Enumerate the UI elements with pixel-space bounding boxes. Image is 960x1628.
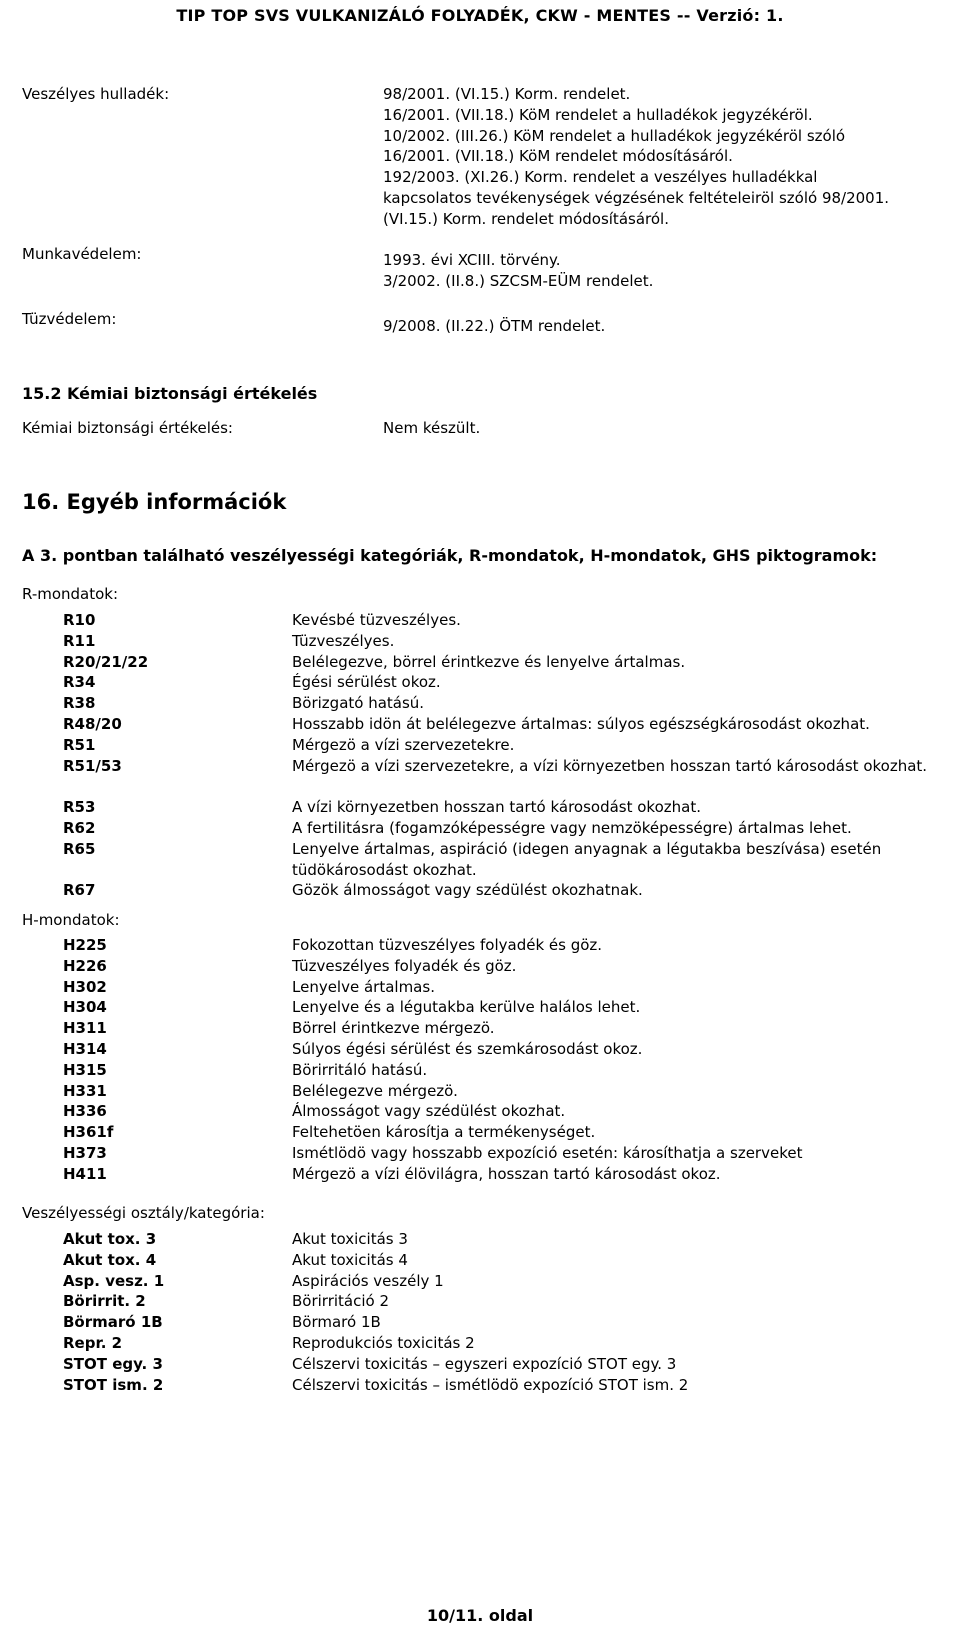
h-phrase-row-code: H373 [63,1144,107,1162]
chemical-safety-label: Kémiai biztonsági értékelés: [22,419,233,437]
r-phrase-row-text: Kevésbé tüzveszélyes. [292,611,461,629]
h-phrase-row-text: Feltehetöen károsítja a termékenységet. [292,1123,596,1142]
r-phrase-row-code: R20/21/22 [63,652,149,671]
hazard-class-row-code: Asp. vesz. 1 [63,1271,165,1290]
chemical-safety-value: Nem készült. [383,419,481,437]
fire-safety-label: Tüzvédelem: [22,310,117,328]
regulation-line: (VI.15.) Korm. rendelet módosításáról. [383,209,669,228]
fire-safety-regulations [383,316,605,337]
hazardous-waste-label: Veszélyes hulladék: [22,85,170,103]
h-phrase-row-text: Álmosságot vagy szédülést okozhat. [292,1102,566,1121]
r-phrase-row-text: Gözök álmosságot vagy szédülést okozhatnak. [292,881,643,900]
hazard-class-row-text: Akut toxicitás 4 [292,1250,408,1269]
r-phrase-row-code: R67 [63,881,96,900]
section-16-subheading: A 3. pontban található veszélyességi kategóriák, R-mondatok, H-mondatok, GHS piktogramok: [22,546,878,565]
h-phrase-row-code: H411 [63,1164,107,1183]
h-phrase-row-code: H336 [63,1102,107,1121]
regulation-line: 9/2008. (II.22.) ÖTM rendelet. [383,317,606,335]
hazard-class-row-code: STOT ism. 2 [63,1375,164,1394]
occupational-safety-regulations [383,250,653,292]
hazard-class-row-code: Börirrit. 2 [63,1292,146,1311]
hazard-class-row-text: Aspirációs veszély 1 [292,1271,444,1290]
occupational-safety-label: Munkavédelem: [22,245,142,263]
h-phrase-row-code: H315 [63,1060,107,1079]
page-number: 10/11. oldal [426,1606,534,1625]
h-phrase-row-code: H331 [63,1081,107,1100]
regulation-line: 192/2003. (XI.26.) Korm. rendelet a veszélyes hulladékkal [383,168,818,187]
section-15-2-heading: 15.2 Kémiai biztonsági értékelés [22,384,318,403]
r-phrase-row-code: R51 [63,735,96,754]
regulation-line: kapcsolatos tevékenységek végzésének feltételeiröl szóló 98/2001. [383,188,890,207]
r-phrase-row-code: R34 [63,673,96,692]
r-phrase-row-text: Hosszabb idön át belélegezve ártalmas: súlyos egészségkárosodást okozhat. [292,715,870,733]
r-phrase-row-text: Égési sérülést okoz. [292,673,441,692]
r-phrase-row-text: A fertilitásra (fogamzóképességre vagy nemzöképességre) ártalmas lehet. [292,819,852,837]
h-phrase-row-text: Ismétlödö vagy hosszabb expozíció esetén: károsíthatja a szerveket [292,1144,803,1162]
document-header: TIP TOP SVS VULKANIZÁLÓ FOLYADÉK, CKW - MENTES -- Verzió: 1. [176,6,784,25]
r-phrase-row-code: R48/20 [63,715,122,733]
h-phrase-row-code: H302 [63,977,107,996]
hazard-class-row-text: Börirritáció 2 [292,1292,390,1311]
hazard-class-row-code: STOT egy. 3 [63,1354,163,1373]
r-phrase-row-text: A vízi környezetben hosszan tartó károsodást okozhat. [292,798,701,817]
r-phrases-label: R-mondatok: [22,585,119,603]
r-phrase-row-code: R53 [63,798,96,817]
r-phrase-row-code: R51/53 [63,756,122,775]
r-phrase-row-text: Börizgató hatású. [292,694,425,713]
r-phrase-row-text: Lenyelve ártalmas, aspiráció (idegen anyagnak a légutakba beszívása) esetén tüdökárosodást okozhat. [292,839,882,879]
h-phrase-row-text: Súlyos égési sérülést és szemkárosodást okoz. [292,1040,643,1058]
hazard-class-row-text: Célszervi toxicitás – ismétlödö expozíció STOT ism. 2 [292,1375,689,1394]
r-phrase-row-code: R65 [63,839,96,858]
h-phrase-row-text: Fokozottan tüzveszélyes folyadék és göz. [292,936,603,954]
h-phrase-row-text: Tüzveszélyes folyadék és göz. [292,956,517,975]
h-phrase-row-code: H225 [63,936,107,954]
regulation-line: 3/2002. (II.8.) SZCSM-EÜM rendelet. [383,271,654,290]
hazard-class-row-code: Akut tox. 4 [63,1250,157,1269]
hazard-class-row-text: Börmaró 1B [292,1313,381,1332]
h-phrase-row-code: H361f [63,1123,114,1142]
h-phrase-row-code: H304 [63,998,107,1017]
r-phrase-row-text: Tüzveszélyes. [292,631,395,650]
hazardous-waste-regulations [383,84,889,230]
section-16-heading: 16. Egyéb információk [22,490,287,514]
h-phrase-row-text: Lenyelve és a légutakba kerülve halálos lehet. [292,998,641,1017]
h-phrase-row-code: H226 [63,956,107,975]
regulation-line: 10/2002. (III.26.) KöM rendelet a hulladékok jegyzékéröl szóló [383,126,846,145]
hazard-class-row-code: Börmaró 1B [63,1313,163,1332]
r-phrase-row-text: Belélegezve, börrel érintkezve és lenyelve ártalmas. [292,652,686,671]
r-phrase-row-code: R10 [63,611,96,629]
regulation-line: 98/2001. (VI.15.) Korm. rendelet. [383,85,631,103]
regulation-line: 16/2001. (VII.18.) KöM rendelet a hulladékok jegyzékéröl. [383,105,813,124]
h-phrase-row-text: Börrel érintkezve mérgezö. [292,1019,495,1038]
r-phrase-row-code: R11 [63,631,96,650]
hazard-class-row-text: Reprodukciós toxicitás 2 [292,1334,475,1352]
hazard-class-row-code: Repr. 2 [63,1334,123,1352]
h-phrase-row-code: H311 [63,1019,107,1038]
hazard-classes-label: Veszélyességi osztály/kategória: [22,1204,265,1222]
hazard-class-row-text: Akut toxicitás 3 [292,1230,408,1248]
regulation-line: 1993. évi XCIII. törvény. [383,251,561,269]
h-phrase-row-text: Börirritáló hatású. [292,1060,428,1079]
r-phrase-row-text: Mérgezö a vízi szervezetekre, a vízi környezetben hosszan tartó károsodást okozhat. [292,756,928,775]
h-phrases-label: H-mondatok: [22,911,120,929]
hazard-class-row-text: Célszervi toxicitás – egyszeri expozíció STOT egy. 3 [292,1354,677,1373]
h-phrase-row-text: Belélegezve mérgezö. [292,1081,458,1100]
h-phrase-row-text: Lenyelve ártalmas. [292,977,435,996]
r-phrase-row-code: R62 [63,819,96,837]
r-phrase-row-text: Mérgezö a vízi szervezetekre. [292,735,515,754]
hazard-class-row-code: Akut tox. 3 [63,1230,157,1248]
regulation-line: 16/2001. (VII.18.) KöM rendelet módosításáról. [383,147,733,166]
r-phrase-row-code: R38 [63,694,96,713]
h-phrase-row-code: H314 [63,1040,107,1058]
h-phrase-row-text: Mérgezö a vízi élövilágra, hosszan tartó károsodást okoz. [292,1164,721,1183]
